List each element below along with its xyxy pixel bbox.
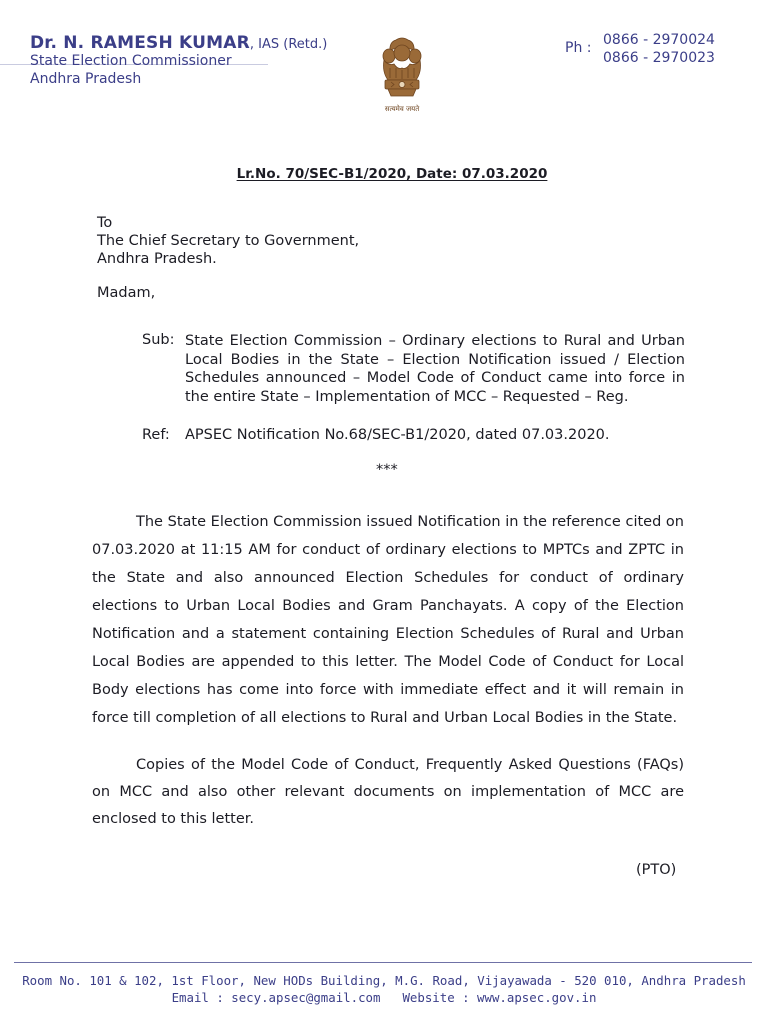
- footer-address: Room No. 101 & 102, 1st Floor, New HODs Building, M.G. Road, Vijayawada - 520 010, Andhra Pradesh: [22, 973, 746, 988]
- body-paragraph-1-text: The State Election Commission issued Notification in the reference cited on 07.03.2020 at 11:15 AM for conduct of ordinary elections to MPTCs and ZPTC in the State and also announced Election Schedules for conduct of ordinary elections to Urban Local Bodies and Gram Panchayats. A copy of the Election Notification and a statement containing Election Schedules of Rural and Urban Local Bodies are appended to this letter. The Model Code of Conduct for Local Body elections has come into force with immediate effect and it will remain in force till completion of all elections to Rural and Urban Local Bodies in the State.: [92, 514, 684, 726]
- footer-contact: [0, 990, 768, 1005]
- phone-number-2: 0866 - 2970023: [603, 50, 715, 66]
- emblem-caption: सत्यमेव जयते: [384, 105, 420, 113]
- body-paragraph-2: [92, 752, 684, 833]
- phone-number-1: 0866 - 2970024: [603, 32, 715, 48]
- reference-text: APSEC Notification No.68/SEC-B1/2020, dated 07.03.2020.: [185, 427, 610, 443]
- recipient-line-1: The Chief Secretary to Government,: [97, 233, 360, 249]
- recipient-address: [97, 214, 359, 268]
- sender-name-main: Dr. N. RAMESH KUMAR: [30, 33, 250, 53]
- footer-website: Website : www.apsec.gov.in: [402, 990, 597, 1005]
- sender-designation: State Election Commissioner: [30, 53, 232, 69]
- salutation: Madam,: [97, 285, 156, 301]
- subject-text: State Election Commission – Ordinary elections to Rural and Urban Local Bodies in the State – Election Notification issued / Election Schedules announced – Model Code of Conduct came into force in the entire State – Implementation of MCC – Requested – Reg.: [185, 333, 685, 405]
- subject-label: Sub:: [142, 332, 175, 348]
- sender-name-suffix: , IAS (Retd.): [249, 37, 328, 52]
- sender-state: Andhra Pradesh: [30, 71, 142, 87]
- reference-label: Ref:: [142, 427, 170, 443]
- section-separator: ***: [376, 462, 398, 478]
- recipient-line-2: Andhra Pradesh.: [97, 251, 217, 267]
- phone-label: Ph :: [565, 40, 592, 56]
- letter-reference-number: Lr.No. 70/SEC-B1/2020, Date: 07.03.2020: [236, 166, 548, 182]
- national-emblem-icon: [376, 32, 428, 124]
- footer-rule: [14, 962, 752, 963]
- body-paragraph-1: [92, 508, 684, 732]
- to-label: To: [97, 215, 113, 231]
- body-paragraph-2-text: Copies of the Model Code of Conduct, Frequently Asked Questions (FAQs) on MCC and also other relevant documents on implementation of MCC are enclosed to this letter.: [92, 757, 684, 827]
- sender-name: [30, 33, 327, 53]
- please-turn-over: (PTO): [636, 862, 677, 878]
- footer-email: Email : secy.apsec@gmail.com: [171, 990, 381, 1005]
